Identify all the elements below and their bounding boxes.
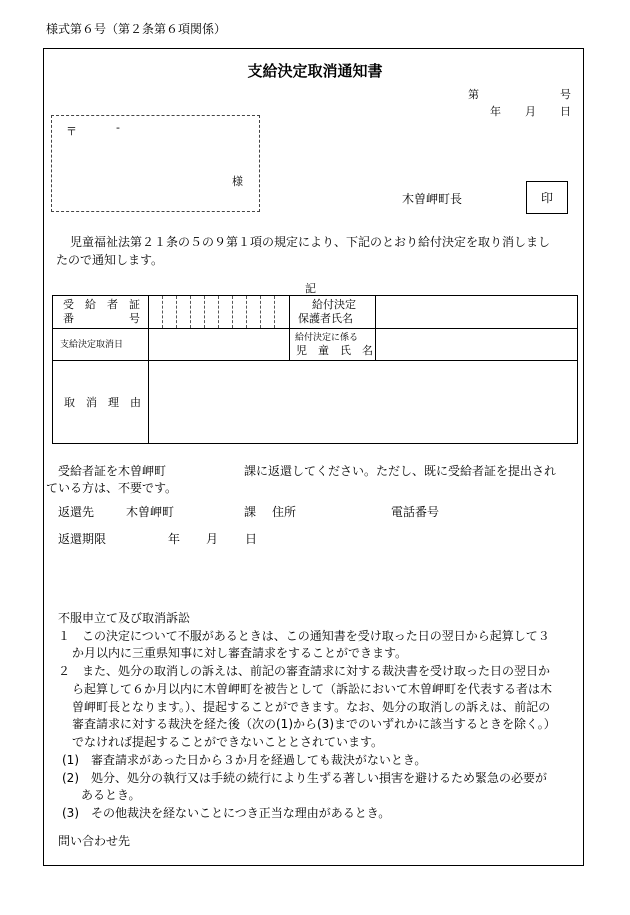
child-label-2: 児 童 氏 名 (296, 344, 373, 357)
digit-divider (204, 296, 205, 328)
document-title: 支給決定取消通知書 (247, 62, 383, 80)
digit-divider (246, 296, 247, 328)
appeal-item2-line1: ２ また、処分の取消しの訴えは、前記の審査請求に対する裁決書を受け取った日の翌日か (58, 664, 551, 678)
date-day: 日 (560, 105, 571, 118)
digit-divider (260, 296, 261, 328)
appeal-sub3: (3) その他裁決を経ないことにつき正当な理由があるとき。 (62, 806, 391, 820)
child-label-1: 給付決定に係る (295, 333, 359, 343)
appeal-sub2-line2: あるとき。 (81, 788, 141, 802)
date-month: 月 (525, 105, 536, 118)
number-prefix: 第 (468, 88, 479, 101)
issuer-name: 木曽岬町長 (402, 192, 463, 206)
guardian-label-2: 保護者氏名 (298, 312, 353, 325)
table-divider-col3 (375, 296, 376, 360)
digit-divider (176, 296, 177, 328)
appeal-sub1: (1) 審査請求があった日から３か月を経過しても裁決がないとき。 (62, 753, 427, 767)
appeal-item2-line4: 審査請求に対する裁決を経た後（次の(1)から(3)までのいずれかに該当するときを除く。） (72, 717, 556, 731)
appeal-item1-line2: か月以内に三重県知事に対し審査請求をすることができます。 (72, 646, 408, 660)
return-dest-phone-label: 電話番号 (391, 505, 440, 519)
appeal-sub2-line1: (2) 処分、処分の執行又は手続の続行により生ずる著しい損害を避けるため緊急の必要が (62, 771, 548, 785)
digit-divider (232, 296, 233, 328)
return-notice-part-b: 課に返還してください。ただし、既に受給者証を提出され (244, 464, 557, 478)
intro-line-1: 児童福祉法第２１条の５の９第１項の規定により、下記のとおり給付決定を取り消しまし (70, 235, 551, 249)
table-divider-row1 (53, 328, 577, 329)
digit-divider (190, 296, 191, 328)
form-number-label: 様式第６号（第２条第６項関係） (46, 22, 227, 36)
number-suffix: 号 (560, 88, 571, 101)
address-box (51, 115, 260, 212)
return-dest-ka: 課 (244, 505, 257, 519)
intro-line-2: たので通知します。 (56, 253, 164, 267)
table-divider-row2 (53, 360, 577, 361)
digit-divider (274, 296, 275, 328)
table-divider-col1 (148, 296, 149, 443)
appeal-item2-line3: 曽岬町長となります。）、提起することができます。なお、処分の取消しの訴えは、前記の (72, 700, 551, 714)
contact-label: 問い合わせ先 (58, 834, 131, 848)
postal-mark: 〒 (66, 125, 77, 138)
recipient-cert-label-2: 番 号 (63, 312, 140, 325)
appeal-item2-line2: ら起算して６か月以内に木曽岬町を被告として（訴訟において木曽岬町を代表する者は木 (72, 682, 553, 696)
return-dest-address-label: 住所 (272, 505, 297, 519)
cancellation-table (52, 295, 578, 444)
appeal-item1-line1: １ この決定について不服があるときは、この通知書を受け取った日の翌日から起算して３ (58, 629, 550, 643)
appeal-heading: 不服申立て及び取消訴訟 (58, 611, 191, 625)
return-notice-line-2: ている方は、不要です。 (46, 481, 178, 495)
guardian-label-1: 給付決定 (312, 298, 356, 311)
return-deadline-year: 年 (168, 532, 181, 546)
return-deadline-day: 日 (245, 532, 258, 546)
table-divider-col2 (289, 296, 290, 360)
cancel-reason-label: 取 消 理 由 (64, 396, 141, 409)
digit-divider (218, 296, 219, 328)
honorific-sama: 様 (232, 175, 243, 188)
return-deadline-label: 返還期限 (58, 532, 107, 546)
return-dest-town: 木曽岬町 (126, 505, 175, 519)
ki-heading: 記 (305, 282, 316, 295)
return-notice-part-a: 受給者証を木曽岬町 (58, 464, 167, 478)
recipient-cert-label-1: 受 給 者 証 (63, 298, 140, 311)
digit-divider (162, 296, 163, 328)
appeal-item2-line5: でなければ提起することができないこととされています。 (72, 735, 384, 749)
seal-box: 印 (526, 181, 568, 214)
postal-separator: - (116, 121, 120, 134)
return-deadline-month: 月 (206, 532, 219, 546)
date-year: 年 (490, 105, 501, 118)
cancel-date-label: 支給決定取消日 (60, 340, 124, 350)
return-dest-label: 返還先 (58, 505, 95, 519)
